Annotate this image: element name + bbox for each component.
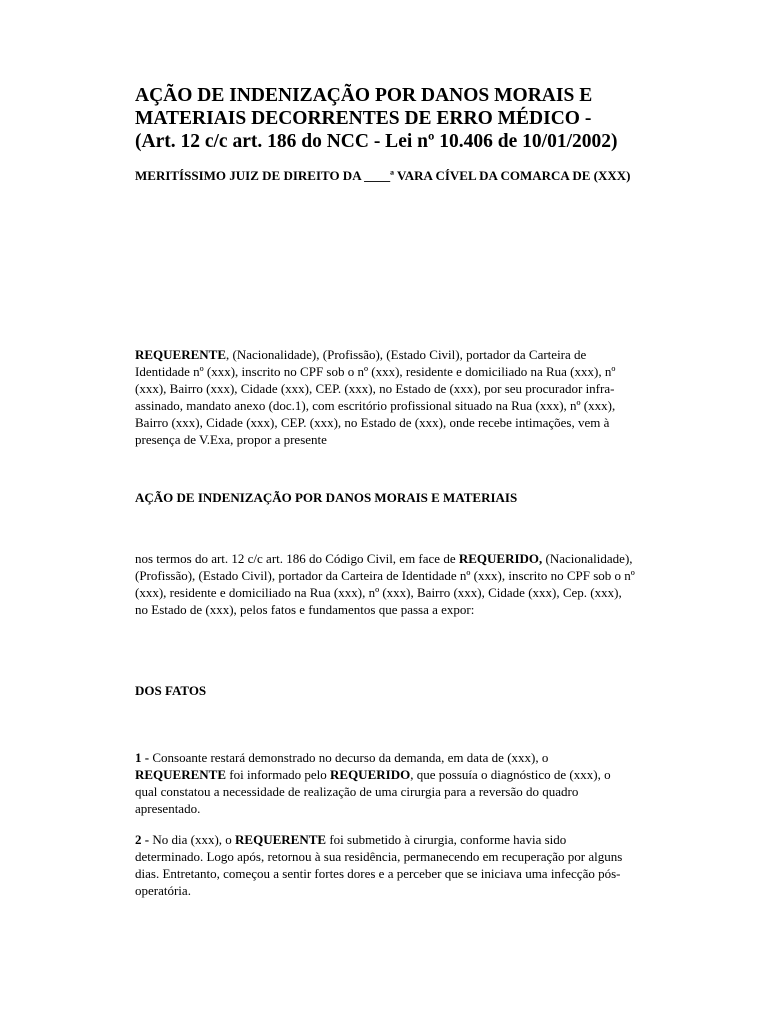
fact-1-paragraph [135, 749, 635, 817]
fact-1-number: 1 - [135, 750, 150, 765]
fact-1-text-1: Consoante restará demonstrado no decurso da demanda, em data de (xxx), o [149, 750, 549, 765]
fact-2-paragraph [135, 831, 635, 899]
fact-1-text-3: , que possuía o diagnóstico de (xxx), o qual constatou a necessidade de realização de uma cirurgia para a reversão do quadro apresentado. [135, 767, 611, 816]
document-title: AÇÃO DE INDENIZAÇÃO POR DANOS MORAIS E MATERIAIS DECORRENTES DE ERRO MÉDICO - (Art. 12 c/c art. 186 do NCC - Lei nº 10.406 de 10/01/2002) [135, 85, 618, 152]
document-page [135, 84, 635, 898]
intro-text: , (Nacionalidade), (Profissão), (Estado Civil), portador da Carteira de Identidade nº (xxx), inscrito no CPF sob o nº (xxx), residente e domiciliado na Rua (xxx), nº (xxx), Bairro (xxx), Cidade (xxx), CEP. (xxx), no Estado de (xxx), por seu procurador infra-assinado, mandato anexo (doc.1), com escritório profissional situado na Rua (xxx), nº (xxx), Bairro (xxx), Cidade (xxx), CEP. (xxx), no Estado de (xxx), onde recebe intimações, vem à presença de V.Exa, propor a presente [135, 347, 616, 447]
fact-1-requerente: REQUERENTE [135, 767, 227, 782]
terms-paragraph [135, 550, 635, 618]
fact-2-text-1: No dia (xxx), o [149, 832, 236, 847]
intro-paragraph [135, 346, 635, 448]
fact-2-requerente: REQUERENTE [235, 832, 327, 847]
terms-text-before: nos termos do art. 12 c/c art. 186 do Código Civil, em face de [135, 551, 459, 566]
court-address: MERITÍSSIMO JUIZ DE DIREITO DA ____ª VARA CÍVEL DA COMARCA DE (XXX) [135, 168, 631, 183]
requerente-label: REQUERENTE [135, 347, 227, 362]
fact-2-number: 2 - [135, 832, 150, 847]
terms-text-after: (Nacionalidade), (Profissão), (Estado Civil), portador da Carteira de Identidade nº (xxx), inscrito no CPF sob o nº (xxx), residente e domiciliado na Rua (xxx), nº (xxx), Bairro (xxx), Cidade (xxx), Cep. (xxx), no Estado de (xxx), pelos fatos e fundamentos que passa a expor: [135, 551, 635, 617]
requerido-label: REQUERIDO, [458, 551, 543, 566]
facts-heading: DOS FATOS [135, 683, 207, 698]
fact-1-text-2: foi informado pelo [226, 767, 331, 782]
fact-1-requerido: REQUERIDO [330, 767, 411, 782]
action-heading: AÇÃO DE INDENIZAÇÃO POR DANOS MORAIS E MATERIAIS [135, 490, 518, 505]
fact-2-text-2: foi submetido à cirurgia, conforme havia sido determinado. Logo após, retornou à sua residência, permanecendo em recuperação por alguns dias. Entretanto, começou a sentir fortes dores e a perceber que se iniciava uma infecção pós-operatória. [135, 832, 623, 898]
